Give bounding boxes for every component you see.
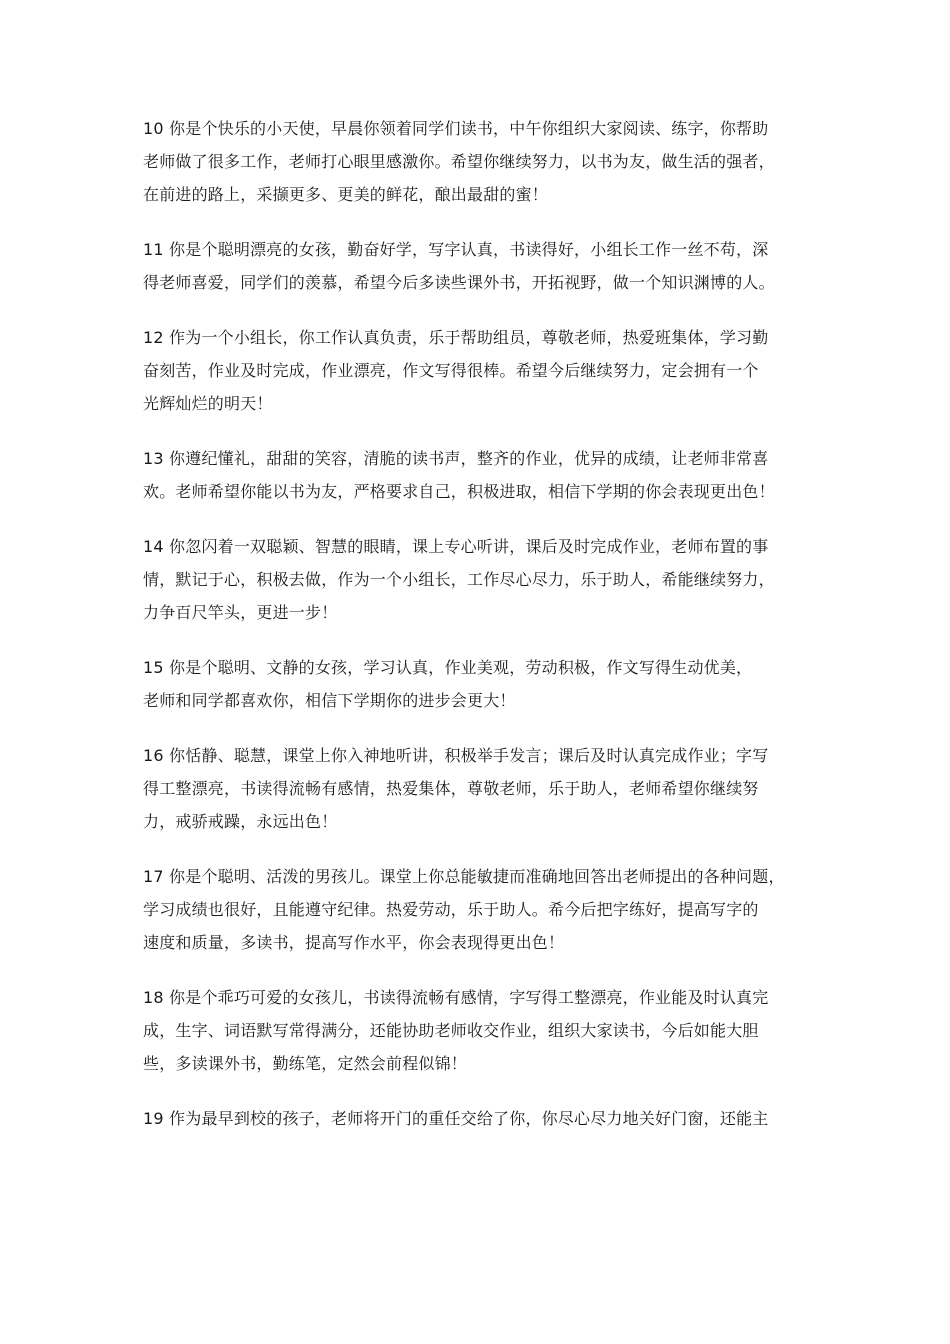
document-body [143,112,809,1157]
paragraph-line: 学习成绩也很好，且能遵守纪律。热爱劳动，乐于助人。希今后把字练好，提高写字的 [143,900,759,919]
paragraph-line: 18 你是个乖巧可爱的女孩儿，书读得流畅有感情，字写得工整漂亮，作业能及时认真完 [143,988,769,1007]
paragraph-line: 些，多读课外书，勤练笔，定然会前程似锦！ [143,1054,468,1073]
comment-paragraph-12 [143,321,809,420]
comment-paragraph-11 [143,233,809,299]
paragraph-line: 奋刻苦，作业及时完成，作业漂亮，作文写得很棒。希望今后继续努力，定会拥有一个 [143,361,759,380]
comment-paragraph-10 [143,112,809,211]
paragraph-line: 力争百尺竿头，更进一步！ [143,603,338,622]
paragraph-line: 13 你遵纪懂礼，甜甜的笑容，清脆的读书声，整齐的作业，优异的成绩，让老师非常喜 [143,449,769,468]
paragraph-line: 光辉灿烂的明天！ [143,394,273,413]
paragraph-line: 17 你是个聪明、活泼的男孩儿。课堂上你总能敏捷而准确地回答出老师提出的各种问题， [143,867,785,886]
paragraph-line: 力，戒骄戒躁，永远出色！ [143,812,338,831]
paragraph-line: 10 你是个快乐的小天使，早晨你领着同学们读书，中午你组织大家阅读、练字，你帮助 [143,119,769,138]
paragraph-line: 14 你忽闪着一双聪颖、智慧的眼睛，课上专心听讲，课后及时完成作业，老师布置的事 [143,537,769,556]
comment-paragraph-17 [143,860,809,959]
paragraph-line: 情，默记于心，积极去做，作为一个小组长，工作尽心尽力，乐于助人，希能继续努力， [143,570,775,589]
paragraph-line: 老师做了很多工作，老师打心眼里感激你。希望你继续努力，以书为友，做生活的强者， [143,152,775,171]
paragraph-line: 15 你是个聪明、文静的女孩，学习认真，作业美观，劳动积极，作文写得生动优美， [143,658,753,677]
paragraph-line: 速度和质量，多读书，提高写作水平，你会表现得更出色！ [143,933,565,952]
comment-paragraph-16 [143,739,809,838]
comment-paragraph-15 [143,651,809,717]
paragraph-line: 欢。老师希望你能以书为友，严格要求自己，积极进取，相信下学期的你会表现更出色！ [143,482,775,501]
paragraph-line: 11 你是个聪明漂亮的女孩，勤奋好学，写字认真，书读得好，小组长工作一丝不苟，深 [143,240,769,259]
paragraph-line: 成，生字、词语默写常得满分，还能协助老师收交作业，组织大家读书，今后如能大胆 [143,1021,759,1040]
paragraph-line: 得工整漂亮，书读得流畅有感情，热爱集体，尊敬老师，乐于助人，老师希望你继续努 [143,779,759,798]
paragraph-line: 12 作为一个小组长，你工作认真负责，乐于帮助组员，尊敬老师，热爱班集体，学习勤 [143,328,769,347]
paragraph-line: 老师和同学都喜欢你，相信下学期你的进步会更大！ [143,691,516,710]
comment-paragraph-18 [143,981,809,1080]
comment-paragraph-13 [143,442,809,508]
paragraph-line: 19 作为最早到校的孩子，老师将开门的重任交给了你，你尽心尽力地关好门窗，还能主 [143,1109,769,1128]
paragraph-line: 在前进的路上，采撷更多、更美的鲜花，酿出最甜的蜜！ [143,185,549,204]
paragraph-line: 16 你恬静、聪慧，课堂上你入神地听讲，积极举手发言；课后及时认真完成作业；字写 [143,746,769,765]
comment-paragraph-19 [143,1102,809,1135]
paragraph-line: 得老师喜爱，同学们的羡慕，希望今后多读些课外书，开拓视野，做一个知识渊博的人。 [143,273,775,292]
comment-paragraph-14 [143,530,809,629]
